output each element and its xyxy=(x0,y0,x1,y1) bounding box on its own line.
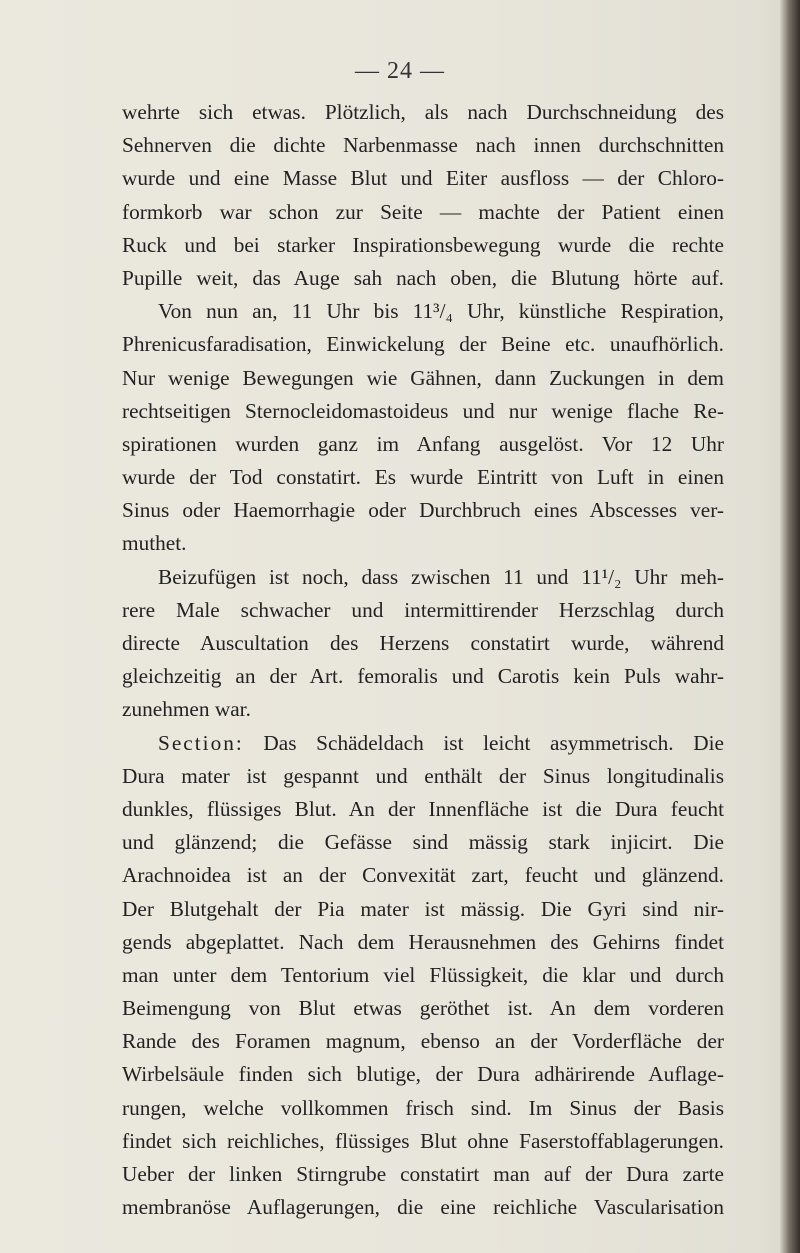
text-line: Wirbelsäule finden sich blutige, der Dura adhärirende Auflage- xyxy=(122,1062,724,1087)
text-line: Nur wenige Bewegungen wie Gähnen, dann Zuckungen in dem xyxy=(122,365,724,390)
text-line: spirationen wurden ganz im Anfang ausgelöst. Vor 12 Uhr xyxy=(122,431,724,456)
text-line: gends abgeplattet. Nach dem Herausnehmen des Gehirns findet xyxy=(122,929,724,954)
text-line: wurde der Tod constatirt. Es wurde Eintritt von Luft in einen xyxy=(122,465,724,490)
text-line: Ueber der linken Stirngrube constatirt man auf der Dura zarte xyxy=(122,1162,724,1186)
text-line: rere Male schwacher und intermittirender Herzschlag durch xyxy=(122,597,724,622)
text-line: dunkles, flüssiges Blut. An der Innenfläche ist die Dura feucht xyxy=(122,796,724,821)
text-line: muthet. xyxy=(122,531,187,556)
text-line: rechtseitigen Sternocleidomastoideus und nur wenige flache Re- xyxy=(122,398,724,423)
text-line: Beimengung von Blut etwas geröthet ist. An dem vorderen xyxy=(122,996,724,1021)
text-line: Von nun an, 11 Uhr bis 11³/₄ Uhr, künstliche Respiration, xyxy=(158,299,724,324)
text-line: Dura mater ist gespannt und enthält der Sinus longitudinalis xyxy=(122,763,724,788)
text-line: Der Blutgehalt der Pia mater ist mässig. Die Gyri sind nir- xyxy=(122,896,724,921)
page-binding-edge xyxy=(780,0,800,1253)
text-line: man unter dem Tentorium viel Flüssigkeit, die klar und durch xyxy=(122,962,724,987)
text-line: gleichzeitig an der Art. femoralis und Carotis kein Puls wahr- xyxy=(122,664,724,689)
text-line: wehrte sich etwas. Plötzlich, als nach Durchschneidung des xyxy=(122,100,724,124)
page-number: — 24 — xyxy=(355,58,445,84)
text-line: findet sich reichliches, flüssiges Blut ohne Faserstoffablagerungen. xyxy=(122,1128,724,1153)
text-line: directe Auscultation des Herzens constatirt wurde, während xyxy=(122,631,724,655)
text-line: Sinus oder Haemorrhagie oder Durchbruch eines Abscesses ver- xyxy=(122,498,724,523)
text-line: Ruck und bei starker Inspirationsbewegung wurde die rechte xyxy=(122,232,724,257)
text-line: Pupille weit, das Auge sah nach oben, die Blutung hörte auf. xyxy=(122,265,724,290)
text-line: formkorb war schon zur Seite — machte der Patient einen xyxy=(122,199,724,224)
text-line: Phrenicusfaradisation, Einwickelung der Beine etc. unaufhörlich. xyxy=(122,332,724,357)
text-line: wurde und eine Masse Blut und Eiter ausfloss — der Chloro- xyxy=(122,166,724,191)
body-text xyxy=(122,96,724,1224)
text-line: rungen, welche vollkommen frisch sind. Im Sinus der Basis xyxy=(122,1095,724,1120)
text-line: Sehnerven die dichte Narbenmasse nach innen durchschnitten xyxy=(122,133,724,158)
text-line: membranöse Auflagerungen, die eine reichliche Vascularisation xyxy=(122,1195,724,1220)
text-line: Rande des Foramen magnum, ebenso an der Vorderfläche der xyxy=(122,1029,724,1054)
text-line: Section: Das Schädeldach ist leicht asymmetrisch. Die xyxy=(158,730,724,755)
text-line: Beizufügen ist noch, dass zwischen 11 und 11¹/₂ Uhr meh- xyxy=(158,564,724,589)
text-line: Arachnoidea ist an der Convexität zart, feucht und glänzend. xyxy=(122,863,724,888)
text-line: zunehmen war. xyxy=(122,697,251,722)
text-line: und glänzend; die Gefässe sind mässig stark injicirt. Die xyxy=(122,830,724,855)
